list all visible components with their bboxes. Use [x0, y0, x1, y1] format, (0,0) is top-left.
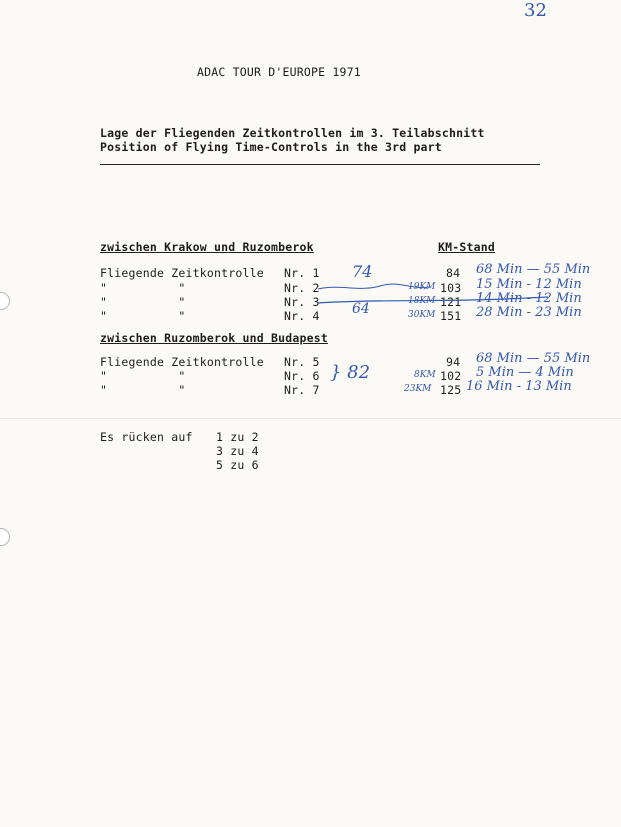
row-6-handwritten: 5 Min — 4 Min [476, 365, 574, 380]
row-4-nr: Nr. 4 [284, 309, 320, 323]
row-3-km: 121 [440, 295, 462, 309]
row-7-note-km: 23KM [404, 384, 432, 394]
section2-heading: zwischen Ruzomberok und Budapest [100, 331, 328, 345]
page-number: 32 [524, 0, 547, 21]
row-6-label: " " [100, 369, 186, 383]
subtitle-german: Lage der Fliegenden Zeitkontrollen im 3. Teilabschnitt [100, 126, 485, 140]
row-5-km: 94 [446, 355, 461, 369]
row-4-note-km: 30KM [408, 310, 436, 320]
row-5-handwritten: 68 Min — 55 Min [476, 351, 591, 366]
row-4-km: 151 [440, 309, 462, 323]
row-3-nr: Nr. 3 [284, 295, 320, 309]
row-2-km: 103 [440, 281, 462, 295]
row-5-nr: Nr. 5 [284, 355, 320, 369]
footer-pair-2: 3 zu 4 [216, 444, 259, 458]
strike-line-row2 [318, 284, 430, 289]
margin-note-74: 74 [352, 262, 373, 281]
row-1-km: 84 [446, 266, 461, 280]
row-3-label: " " [100, 295, 186, 309]
row-2-label: " " [100, 281, 186, 295]
row-1-label: Fliegende Zeitkontrolle [100, 266, 264, 280]
row-2-nr: Nr. 2 [284, 281, 320, 295]
row-1-nr: Nr. 1 [284, 266, 320, 280]
stroke-placeholder [470, 266, 600, 271]
strike-line-row3 [318, 297, 548, 303]
section1-heading: zwischen Krakow und Ruzomberok [100, 240, 314, 254]
row-7-nr: Nr. 7 [284, 383, 320, 397]
row-4-label: " " [100, 309, 186, 323]
row-7-km: 125 [440, 383, 462, 397]
margin-note-64: 64 [352, 301, 370, 317]
row-3-note-km: 18KM [408, 296, 436, 306]
row-6-km: 102 [440, 369, 462, 383]
row-3-handwritten: 14 Min - 12 Min [476, 291, 582, 306]
row-7-handwritten: 16 Min - 13 Min [466, 379, 572, 394]
subtitle-english: Position of Flying Time-Controls in the 3rd part [100, 140, 442, 154]
row-6-nr: Nr. 6 [284, 369, 320, 383]
row-1-handwritten: 68 Min — 55 Min [476, 262, 591, 277]
page-title: ADAC TOUR D'EUROPE 1971 [197, 65, 361, 79]
row-2-note-km: 19KM [408, 282, 436, 292]
footer-pair-1: 1 zu 2 [216, 430, 259, 444]
footer-label: Es rücken auf [100, 430, 193, 444]
row-6-note-km: 8KM [414, 370, 436, 380]
row-7-label: " " [100, 383, 186, 397]
km-heading: KM-Stand [438, 240, 495, 254]
row-2-handwritten: 15 Min - 12 Min [476, 277, 582, 292]
row-4-handwritten: 28 Min - 23 Min [476, 305, 582, 320]
margin-note-82: } 82 [330, 362, 371, 383]
footer-pair-3: 5 zu 6 [216, 458, 259, 472]
row-5-label: Fliegende Zeitkontrolle [100, 355, 264, 369]
